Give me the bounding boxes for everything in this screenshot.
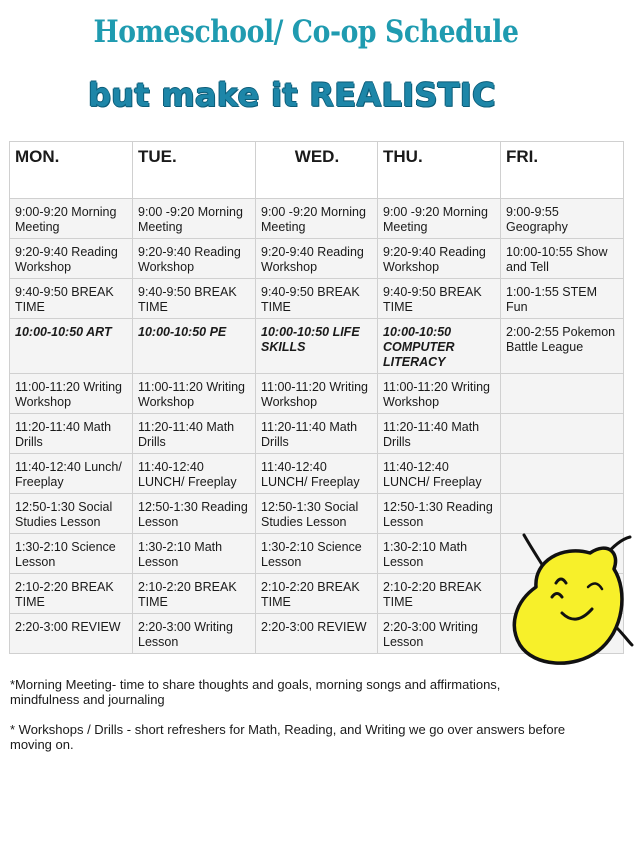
schedule-cell (501, 414, 624, 454)
table-row (10, 239, 624, 279)
schedule-cell: 9:00-9:20 Morning Meeting (10, 199, 133, 239)
schedule-cell: 10:00-10:50 PE (133, 319, 256, 374)
schedule-cell: 2:00-2:55 Pokemon Battle League (501, 319, 624, 374)
page-subtitle: but make it REALISTIC (88, 76, 496, 114)
schedule-cell: 10:00-10:55 Show and Tell (501, 239, 624, 279)
schedule-cell: 9:00 -9:20 Morning Meeting (133, 199, 256, 239)
schedule-cell: 12:50-1:30 Social Studies Lesson (256, 494, 378, 534)
schedule-cell: 12:50-1:30 Reading Lesson (378, 494, 501, 534)
footnote-morning-meeting: *Morning Meeting- time to share thoughts and goals, morning songs and affirmations, mindfulness and journaling (10, 677, 501, 707)
schedule-cell: 12:50-1:30 Social Studies Lesson (10, 494, 133, 534)
schedule-cell: 11:40-12:40 LUNCH/ Freeplay (378, 454, 501, 494)
schedule-cell: 9:00 -9:20 Morning Meeting (256, 199, 378, 239)
schedule-cell: 10:00-10:50 LIFE SKILLS (256, 319, 378, 374)
schedule-cell: 11:20-11:40 Math Drills (133, 414, 256, 454)
schedule-cell: 9:40-9:50 BREAK TIME (10, 279, 133, 319)
schedule-cell: 11:20-11:40 Math Drills (10, 414, 133, 454)
schedule-cell: 2:20-3:00 Writing Lesson (378, 614, 501, 654)
schedule-cell: 11:40-12:40 LUNCH/ Freeplay (133, 454, 256, 494)
schedule-cell: 11:40-12:40 LUNCH/ Freeplay (256, 454, 378, 494)
schedule-cell: 2:20-3:00 REVIEW (10, 614, 133, 654)
schedule-cell: 2:20-3:00 Writing Lesson (133, 614, 256, 654)
schedule-cell: 2:10-2:20 BREAK TIME (133, 574, 256, 614)
schedule-cell: 1:30-2:10 Math Lesson (133, 534, 256, 574)
schedule-cell: 1:30-2:10 Math Lesson (378, 534, 501, 574)
schedule-cell: 9:40-9:50 BREAK TIME (378, 279, 501, 319)
schedule-cell: 11:40-12:40 Lunch/ Freeplay (10, 454, 133, 494)
day-header-row (10, 142, 624, 199)
schedule-cell: 2:10-2:20 BREAK TIME (256, 574, 378, 614)
footnote-workshops: * Workshops / Drills - short refreshers for Math, Reading, and Writing we go over answers before moving on. (10, 722, 566, 752)
schedule-cell: 9:00 -9:20 Morning Meeting (378, 199, 501, 239)
schedule-cell: 1:30-2:10 Science Lesson (10, 534, 133, 574)
schedule-cell: 11:00-11:20 Writing Workshop (133, 374, 256, 414)
schedule-cell: 11:00-11:20 Writing Workshop (378, 374, 501, 414)
schedule-cell: 2:10-2:20 BREAK TIME (10, 574, 133, 614)
day-header-mon: MON. (10, 142, 133, 199)
table-row (10, 454, 624, 494)
table-row (10, 414, 624, 454)
schedule-cell: 2:10-2:20 BREAK TIME (378, 574, 501, 614)
schedule-cell: 10:00-10:50 ART (10, 319, 133, 374)
page-title: Homeschool/ Co-op Schedule (93, 14, 519, 50)
schedule-cell: 11:00-11:20 Writing Workshop (10, 374, 133, 414)
schedule-cell: 1:00-1:55 STEM Fun (501, 279, 624, 319)
schedule-cell: 9:40-9:50 BREAK TIME (256, 279, 378, 319)
schedule-cell: 1:30-2:10 Science Lesson (256, 534, 378, 574)
day-header-tue: TUE. (133, 142, 256, 199)
schedule-cell: 11:20-11:40 Math Drills (256, 414, 378, 454)
schedule-cell: 9:00-9:55 Geography (501, 199, 624, 239)
schedule-cell: 9:20-9:40 Reading Workshop (133, 239, 256, 279)
table-row (10, 374, 624, 414)
day-header-wed: WED. (256, 142, 378, 199)
table-row (10, 279, 624, 319)
schedule-cell: 2:20-3:00 REVIEW (256, 614, 378, 654)
schedule-cell: 9:20-9:40 Reading Workshop (378, 239, 501, 279)
schedule-cell (501, 454, 624, 494)
schedule-cell: 11:20-11:40 Math Drills (378, 414, 501, 454)
table-row (10, 199, 624, 239)
schedule-cell: 10:00-10:50 COMPUTER LITERACY (378, 319, 501, 374)
table-row (10, 319, 624, 374)
day-header-fri: FRI. (501, 142, 624, 199)
schedule-cell (501, 374, 624, 414)
day-header-thu: THU. (378, 142, 501, 199)
schedule-cell: 9:40-9:50 BREAK TIME (133, 279, 256, 319)
schedule-cell: 11:00-11:20 Writing Workshop (256, 374, 378, 414)
schedule-cell: 9:20-9:40 Reading Workshop (10, 239, 133, 279)
lemon-sticker-icon (506, 527, 634, 669)
schedule-cell: 9:20-9:40 Reading Workshop (256, 239, 378, 279)
footnotes (10, 677, 570, 767)
schedule-cell: 12:50-1:30 Reading Lesson (133, 494, 256, 534)
